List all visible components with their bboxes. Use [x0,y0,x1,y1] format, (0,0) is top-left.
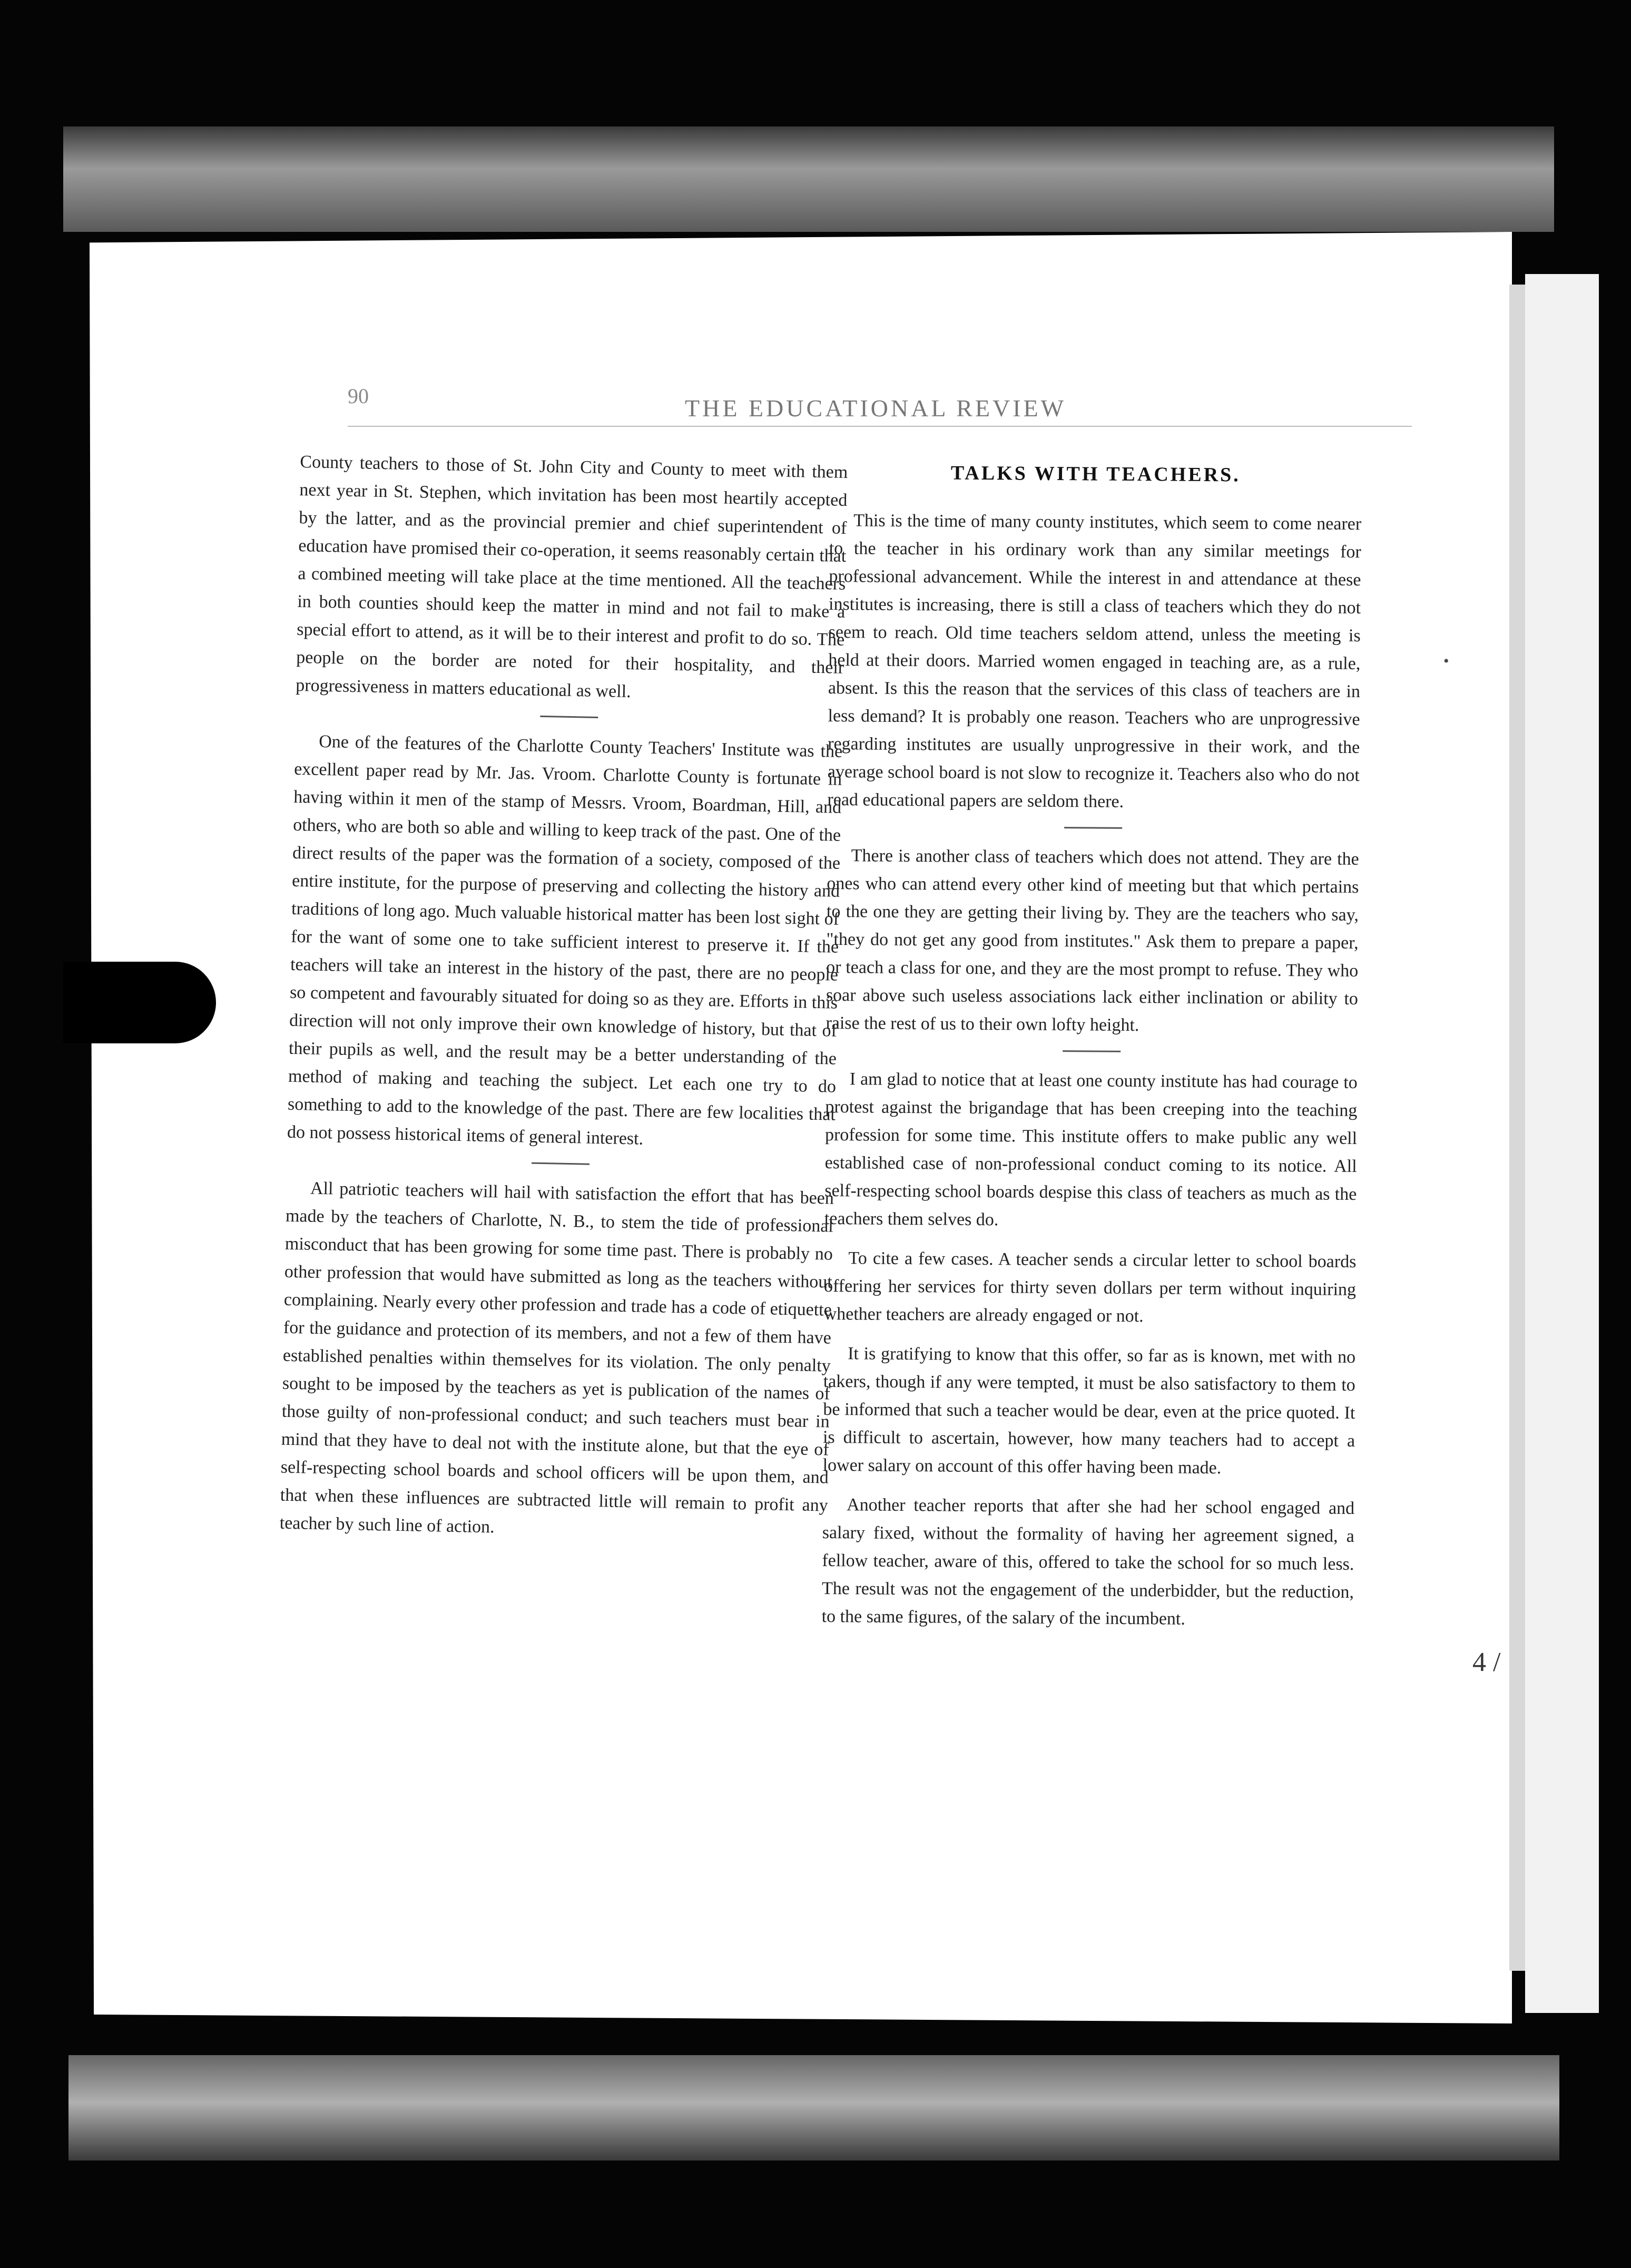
paragraph: There is another class of teachers which does not attend. They are the ones who can attend every other kind of meeting but that which pertains to the one they are getting their living by. They are the teachers who say, "they do not get any good from institutes." Ask them to prepare a paper, or teach a class for one, and they are the most prompt to refuse. They who soar above such useless associations lack either inclination or ability to raise the rest of us to their own lofty height. [826,846,1359,1035]
section-separator [540,716,598,718]
page-binding-edge [1509,285,1525,1971]
section-title: TALKS WITH TEACHERS. [950,462,1241,486]
facing-page-edge [1525,274,1599,2013]
paragraph: One of the features of the Charlotte County Teachers' Institute was the excellent paper read by Mr. Jas. Vroom. Charlotte County is fortunate in having within it men of the stamp of Messrs. Vroom, Boardman, Hill, and others, who are both so able and willing to keep track of the past. One of the direct results of the paper was the formation of a society, composed of the entire institute, for the purpose of preserving and collecting the history and traditions of long ago. Much valuable historical matter has been lost sight of for the want of some one to take sufficient interest to preserve it. If the teachers will take an interest in the history of the past, there are no people so competent and favourably situated for doing so as they are. Efforts in this direction will not only improve their own knowledge of history, but that of their pupils as well, and the result may be a better understanding of the method of making and teaching the subject. Let each one try to do something to add to the knowledge of the past. There are few localities that do not possess historical items of general interest. [287,731,843,1149]
section-separator [1063,1050,1121,1052]
paragraph: It is gratifying to know that this offer, so far as is known, met with no takers, though if any were tempted, it must be also satisfactory to them to be informed that such a teacher would be dear, even at the price quoted. It is difficult to ascertain, however, how many teachers had to accept a lower salary on account of this offer having been made. [822,1344,1356,1478]
page-number: 90 [348,384,369,408]
section-separator [1064,827,1122,829]
paragraph: County teachers to those of St. John City and County to meet with them next year in St. Stephen, which invitation has been most heartily accepted by the latter, and as the provincial premier and chief superintendent of education have promised their co-operation, it seems reasonably certain that a combined meeting will take place at the time mentioned. All the teachers in both counties should keep the matter in mind and not fail to make a special effort to attend, as it will be to their interest and profit to do so. The people on the border are noted for their hospitality, and their progressiveness in matters educational as well. [295,452,848,702]
paragraph: Another teacher reports that after she had her school engaged and salary fixed, without the formality of having her agreement signed, a fellow teacher, aware of this, offered to take the school for so much less. The result was not the engagement of the underbidder, but the reduction, to the same figures, of the salary of the incumbent. [821,1495,1355,1629]
paragraph: I am glad to notice that at least one county institute has had courage to protest against the brigandage that has been creeping into the teaching profession for some time. This institute offers to make public any well established case of non-professional conduct coming to its notice. All self-respecting school boards despise this class of teachers as much as the teachers them selves do. [824,1069,1358,1230]
header-rule [348,426,1412,427]
margin-handwriting: 4 / [1472,1647,1501,1677]
scanner-shadow-bottom [68,2055,1559,2161]
ink-dot: • [1443,652,1449,670]
scanner-shadow-top [63,126,1554,232]
right-column [821,458,1362,1646]
section-separator [532,1162,589,1165]
paragraph: This is the time of many county institutes, which seem to come nearer to the teacher in his ordinary work than any similar meetings for professional advancement. While the interest in and attendance at these institutes is increasing, there is still a class of teachers which they do not seem to reach. Old time teachers seldom attend, unless the meeting is held at their doors. Married women engaged in teaching are, as a rule, absent. Is this the reason that the services of this class of teachers are in less demand? It is probably one reason. Teachers who are unprogressive regarding institutes are usually unprogressive in their work, and the average school board is not slow to recognize it. Teachers also who do not read educational papers are seldom there. [827,511,1362,812]
paragraph: All patriotic teachers will hail with satisfaction the effort that has been made by the teachers of Charlotte, N. B., to stem the tide of professional misconduct that has been growing for some time past. There is probably no other profession that would have submitted as long as the teachers without complaining. Nearly every other profession and trade has a code of etiquette for the guidance and protection of its members, and not a few of them have established penalties within themselves for its violation. The only penalty sought to be imposed by the teachers as yet is publication of the names of those guilty of non-professional conduct; and such teachers must bear in mind that they have to deal not with the institute alone, but that the eye of self-respecting school boards and school officers will be upon them, and that when these influences are subtracted little will remain to profit any teacher by such line of action. [279,1178,834,1537]
binder-clip [63,962,216,1043]
left-column [279,448,848,1559]
paragraph: To cite a few cases. A teacher sends a circular letter to school boards offering her services for thirty seven dollars per term without inquiring whether teachers are already engaged or not. [823,1248,1357,1326]
running-head: THE EDUCATIONAL REVIEW [685,395,1067,422]
